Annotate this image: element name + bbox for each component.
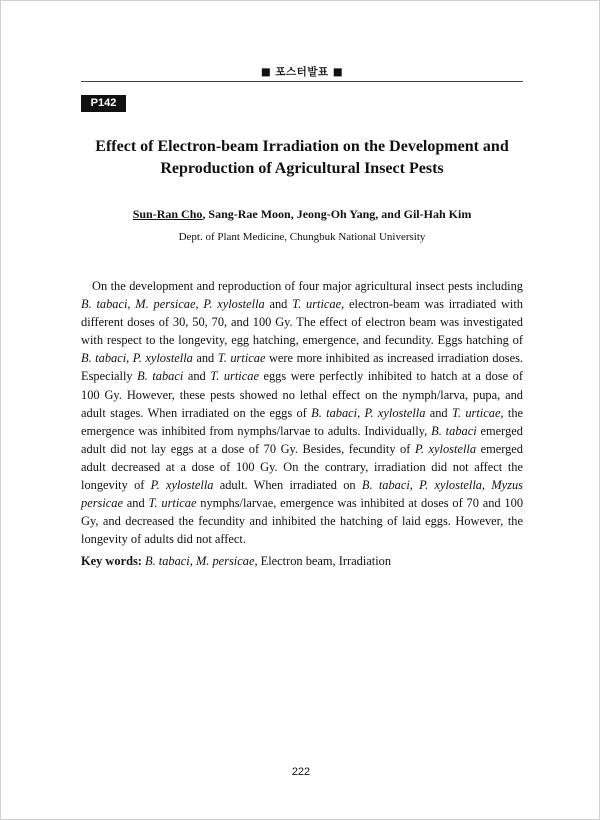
keywords-species: B. tabaci, M. persicae, (141, 554, 258, 568)
abstract-text: and (183, 369, 211, 384)
abstract-text: and (264, 297, 293, 312)
keywords-label: Key words: (81, 554, 142, 568)
species-name: B. tabaci, P. xylostella, Myzus persicae (81, 478, 523, 511)
co-authors: , Sang-Rae Moon, Jeong-Oh Yang, and Gil-Hah Kim (202, 207, 472, 221)
abstract-text: emerged adult did not lay eggs at a dose of 70 Gy. Besides, fecundity of (81, 423, 523, 456)
species-name: B. tabaci, M. persicae, P. xylostella (81, 297, 265, 312)
species-name: T. urticae (148, 496, 197, 511)
header-divider (81, 81, 523, 82)
abstract-text: , electron-beam was irradiated with different doses of 30, 50, 70, and 100 Gy. The effect of electron beam was investigated with respect to the longevity, egg hatching, emergence, and fecundity. Eggs hatching of (81, 297, 523, 348)
abstract-text: and (122, 496, 149, 511)
abstract-text: adult. When irradiated on (213, 478, 362, 493)
abstract-text: were more inhibited as increased irradiation doses. Especially (81, 351, 524, 384)
author-list (81, 207, 523, 222)
keywords-line (81, 552, 523, 570)
abstract-text: nymphs/larvae, emergence was inhibited at doses of 70 and 100 Gy, and decreased the fecundity and inhibited the hatching of laid eggs. However, the longevity of adults did not affect. (81, 496, 524, 547)
page-number: 222 (291, 766, 311, 778)
species-name: B. tabaci, P. xylostella (81, 351, 193, 366)
abstract-body (81, 277, 523, 548)
species-name: T. urticae (451, 405, 501, 420)
abstract-text: emerged adult decreased at a dose of 100 Gy. On the contrary, irradiation did not affect the longevity of (81, 441, 524, 493)
abstract-text: eggs were perfectly inhibited to hatch at a dose of 100 Gy. However, these pests showed no lethal effect on the nymph/larva, pupa, and adult stages. When irradiated on the eggs of (81, 369, 523, 420)
section-header: ■ 포스터발표 ■ (260, 66, 344, 78)
species-name: B. tabaci (431, 423, 477, 438)
paper-title (71, 136, 533, 180)
keywords-terms: Electron beam, Irradiation (257, 554, 392, 568)
species-name: P. xylostella (150, 478, 214, 493)
abstract-text: , the emergence was inhibited from nymphs/larvae to adults. Individually, (81, 405, 524, 438)
species-name: B. tabaci (137, 369, 184, 384)
abstract-text: and (425, 405, 452, 420)
title-line-1: Effect of Electron-beam Irradiation on the Development and (95, 138, 509, 155)
species-name: B. tabaci, P. xylostella (311, 405, 426, 420)
species-name: T. urticae (210, 369, 259, 384)
species-name: P. xylostella (414, 441, 477, 456)
poster-code-badge: P142 (81, 95, 126, 112)
abstract-text: and (192, 351, 218, 366)
title-line-2: Reproduction of Agricultural Insect Pests (160, 160, 444, 177)
affiliation: Dept. of Plant Medicine, Chungbuk National University (178, 231, 426, 243)
presenting-author: Sun-Ran Cho (132, 207, 203, 221)
abstract-text: On the development and reproduction of four major agricultural insect pests including (92, 279, 523, 293)
species-name: T. urticae (292, 297, 342, 312)
species-name: T. urticae (217, 351, 266, 366)
